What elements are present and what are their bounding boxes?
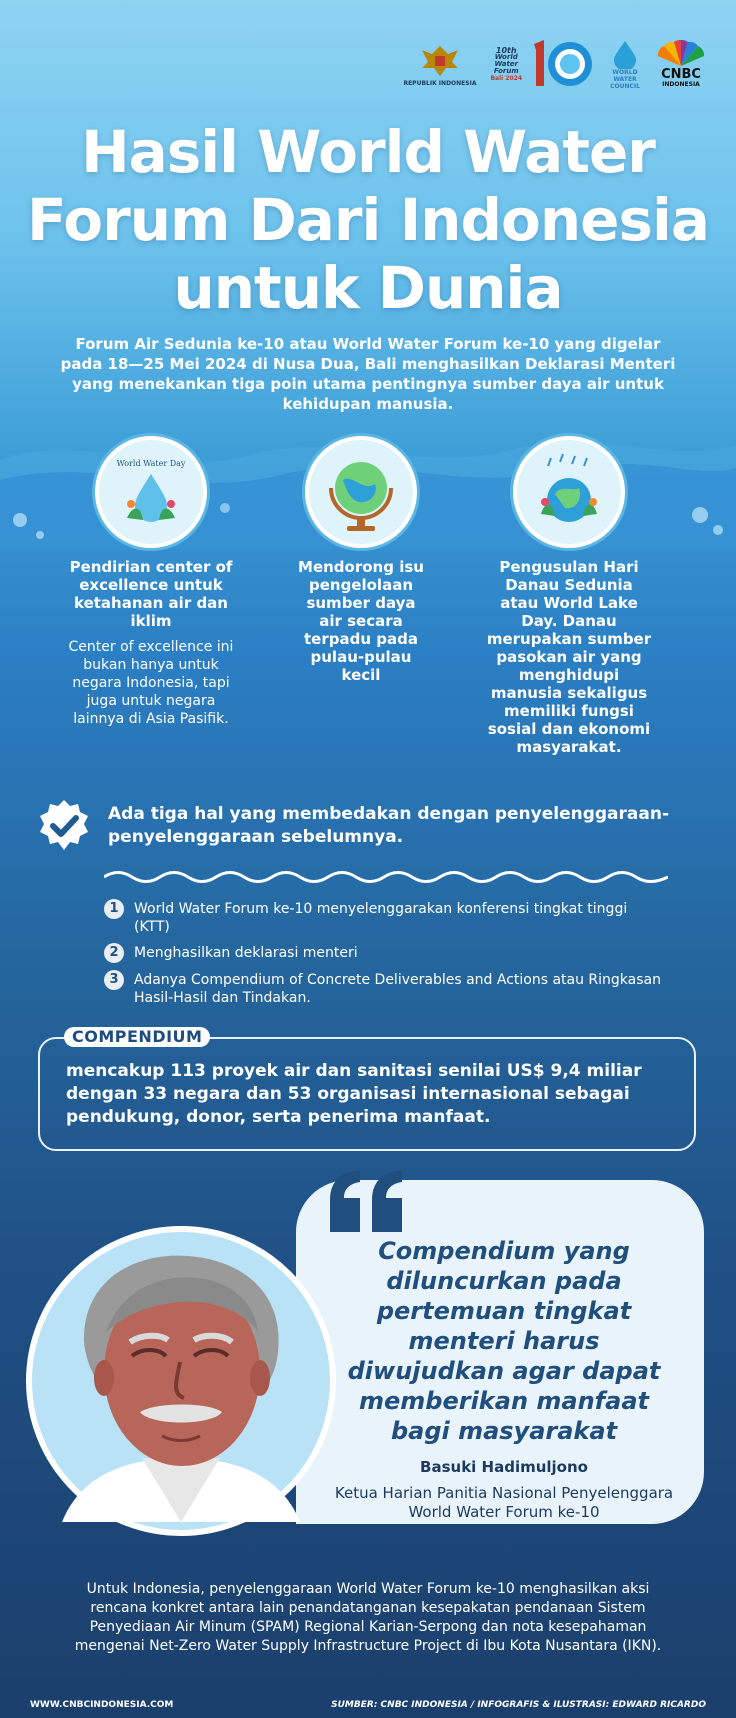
wwf-logo (490, 38, 596, 90)
wwf-line-5: Bali 2024 (490, 74, 522, 82)
wwf-line-1: 10th (495, 45, 517, 55)
differences-list (104, 900, 664, 1015)
garuda-logo: REPUBLIK INDONESIA (403, 42, 476, 87)
footer-website[interactable]: WWW.CNBCINDONESIA.COM (30, 1700, 174, 1710)
footer-credits: SUMBER: CNBC INDONESIA / INFOGRAFIS & ILUSTRASI: EDWARD RICARDO (331, 1700, 706, 1710)
list-item-text: Adanya Compendium of Concrete Deliverables and Actions atau Ringkasan Hasil-Hasil dan Tindakan. (134, 972, 661, 1006)
point-1 (66, 436, 236, 728)
point-2-title: Mendorong isu pengelolaan sumber daya air secara terpadu pada pulau-pulau kecil (298, 558, 424, 684)
quote-author-name: Basuki Hadimuljono (420, 1458, 588, 1476)
wwf-line-4: Forum (493, 66, 519, 75)
garuda-emblem-icon (418, 42, 462, 80)
footer (30, 1700, 706, 1710)
list-item (104, 971, 664, 1007)
wwf-line-2: World (494, 52, 518, 61)
quote-author-role: Ketua Harian Panitia Nasional Penyelenggara World Water Forum ke-10 (334, 1484, 674, 1521)
world-water-day-icon (95, 436, 207, 548)
speaker-portrait (22, 1222, 340, 1540)
list-item (104, 900, 664, 936)
point-3-title: Pengusulan Hari Danau Sedunia atau World Lake Day. Danau merupakan sumber pasokan air yang menghidupi manusia sekaligus memiliki fungsi sosial dan ekonomi masyarakat. (486, 558, 652, 756)
intro-text: Forum Air Sedunia ke-10 atau World Water Forum ke-10 yang digelar pada 18—25 Mei 2024 di Nusa Dua, Bali menghasilkan Deklarasi Menteri yang menekankan tiga poin utama pentingnya sumber daya air untuk kehidupan manusia. (60, 335, 676, 413)
quote-text: Compendium yang diluncurkan pada pertemuan tingkat menteri harus diwujudkan agar dapat memberikan manfaat bagi masyarakat (347, 1237, 661, 1445)
list-item (104, 944, 664, 963)
differences-heading-text: Ada tiga hal yang membedakan dengan penyelenggaraan-penyelenggaraan sebelumnya. (108, 804, 670, 847)
cnbc-logo: CNBC INDONESIA (654, 40, 708, 88)
point-2 (276, 436, 446, 684)
world-water-council-logo: WORLD WATER COUNCIL (610, 39, 640, 90)
compendium-text: mencakup 113 proyek air dan sanitasi senilai US$ 9,4 miliar dengan 33 negara dan 53 organisasi internasional sebagai pendukung, donor, serta penerima manfaat. (66, 1061, 642, 1127)
peacock-icon (654, 40, 708, 68)
title-line-3: untuk Dunia (173, 254, 563, 322)
title-line-1: Hasil World Water (81, 118, 655, 186)
earth-rain-icon (513, 436, 625, 548)
page-title (0, 118, 736, 322)
title-line-2: Forum Dari Indonesia (26, 186, 709, 254)
partner-logos (403, 38, 708, 90)
wavy-divider (104, 866, 668, 888)
list-item-text: Menghasilkan deklarasi menteri (134, 945, 358, 961)
list-number: 1 (104, 899, 124, 919)
globe-water-icon (305, 436, 417, 548)
outro-text: Untuk Indonesia, penyelenggaraan World Water Forum ke-10 menghasilkan aksi rencana konkret antara lain penandatanganan kesepakatan pendanaan Sistem Penyediaan Air Minum (SPAM) Regional Karian-Serpong dan nota kesepahaman mengenai Net-Zero Water Supply Infrastructure Project di Ibu Kota Nusantara (IKN). (74, 1581, 662, 1654)
differences-heading (36, 798, 696, 854)
list-number: 3 (104, 970, 124, 990)
wwf-line-3: Water (494, 59, 518, 68)
compendium-label: COMPENDIUM (64, 1027, 210, 1047)
point-3 (484, 436, 654, 756)
list-item-text: World Water Forum ke-10 menyelenggarakan konferensi tingkat tinggi (KTT) (134, 901, 628, 935)
svg-text:World Water Day: World Water Day (116, 459, 186, 468)
point-1-title: Pendirian center of excellence untuk ketahanan air dan iklim (69, 558, 233, 630)
wwf-10-icon (526, 38, 596, 90)
water-drop-icon (610, 39, 640, 69)
check-badge-icon (36, 798, 92, 854)
point-1-desc: Center of excellence ini bukan hanya untuk negara Indonesia, tapi juga untuk negara lainnya di Asia Pasifik. (68, 639, 234, 727)
list-number: 2 (104, 943, 124, 963)
